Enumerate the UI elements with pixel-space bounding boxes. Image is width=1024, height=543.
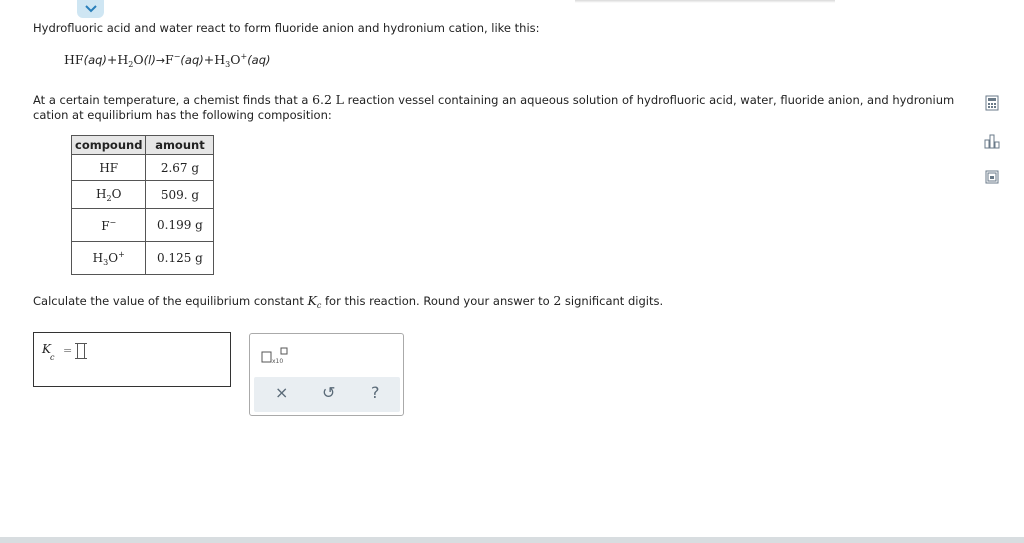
composition-table [71,135,214,275]
kc-label: K [42,342,51,356]
tool-row [254,377,400,412]
math-tool-panel [249,333,404,416]
chevron-down-icon [85,5,97,13]
context-line-2: cation at equilibrium has the following composition: [33,108,332,122]
answer-box [33,332,231,387]
bar-chart-icon[interactable] [984,133,1000,149]
svg-text:x10: x10 [272,358,284,365]
undo-button[interactable]: ↺ [322,383,336,402]
calculator-icon[interactable] [984,95,1000,111]
compound-cell: F− [72,209,146,242]
table-row [72,155,214,181]
compound-cell: $H_3O^+$ [72,242,146,275]
amount-cell: 0.199 g [146,209,214,242]
question-text: Calculate the value of the equilibrium constant $K_c$ for this reaction. Round your answer to 2 significant digits. [33,293,664,310]
intro-text: Hydrofluoric acid and water react to form fluoride anion and hydronium cation, like this: [33,21,540,35]
clear-button[interactable]: × [275,383,289,402]
compound-cell: $H_2O$ [72,181,146,209]
amount-cell: 509. g [146,181,214,209]
kc-subscript: c [50,353,55,362]
bottom-bar [0,537,1024,543]
table-row [72,181,214,209]
amount-cell: 2.67 g [146,155,214,181]
scientific-notation-icon [261,347,291,367]
compound-header: compound [72,136,146,155]
kc-answer-input[interactable] [77,343,85,359]
amount-cell: 0.125 g [146,242,214,275]
scientific-notation-button[interactable] [261,347,291,365]
periodic-table-icon[interactable] [984,169,1000,185]
reaction-equation: $HF(aq)+H_2O(l)\to F^-(aq)+H_3O^+(aq)$ [64,52,271,69]
context-line-1: At a certain temperature, a chemist finds that a 6.2 L reaction vessel containing an aqueous solution of hydrofluoric acid, water, fluoride anion, and hydronium [33,92,955,107]
table-row [72,209,214,242]
amount-header: amount [146,136,214,155]
equals-sign: = [63,344,73,357]
table-row [72,242,214,275]
top-shadow [575,0,835,3]
help-button[interactable]: ? [371,383,380,402]
collapse-toggle-button[interactable] [77,0,104,18]
compound-cell: HF [72,155,146,181]
